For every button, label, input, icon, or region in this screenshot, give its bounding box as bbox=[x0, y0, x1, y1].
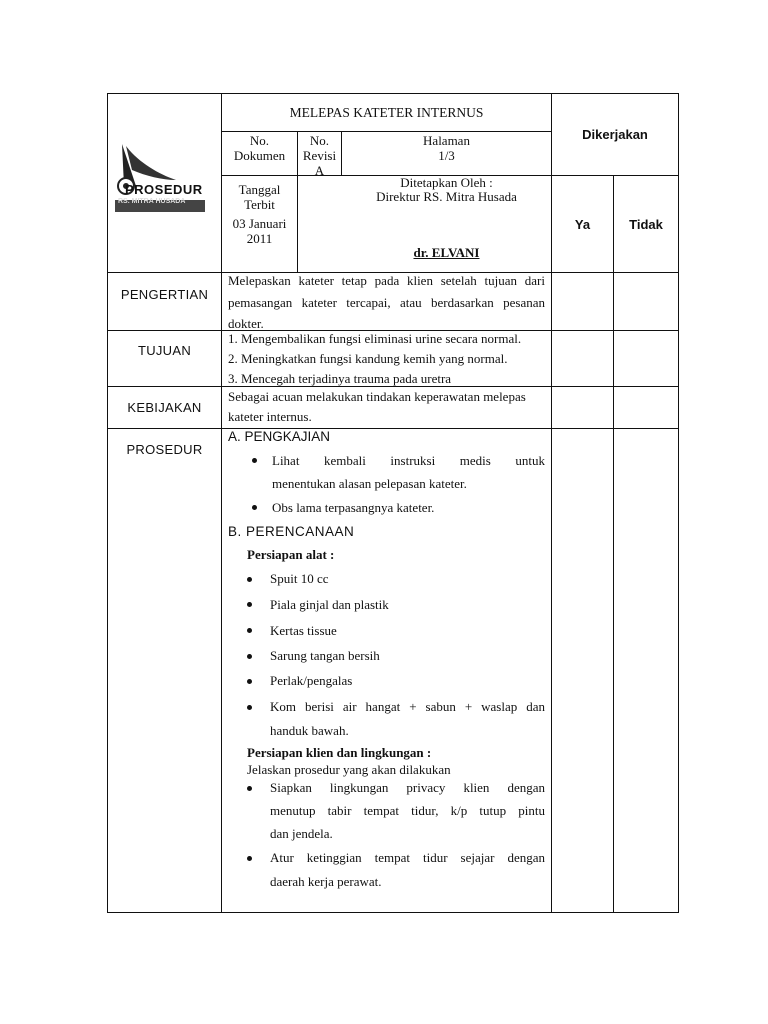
procedure-step-line: Lihat kembali instruksi medis untuk bbox=[272, 453, 545, 468]
bullet-icon bbox=[247, 628, 252, 633]
equipment-item: Kertas tissue bbox=[270, 623, 337, 638]
equipment-item: Spuit 10 cc bbox=[270, 571, 329, 586]
ditetapkan-oleh: Ditetapkan Oleh : bbox=[400, 175, 493, 190]
kebijakan-text-line: kateter internus. bbox=[228, 409, 312, 424]
pengertian-label: PENGERTIAN bbox=[120, 287, 209, 302]
tujuan-label: TUJUAN bbox=[137, 343, 192, 358]
equipment-item: Kom berisi air hangat + sabun + waslap dan bbox=[270, 699, 545, 714]
tujuan-item: 2. Meningkatkan fungsi kandung kemih yang normal. bbox=[228, 351, 508, 366]
direktur-label: Direktur RS. Mitra Husada bbox=[376, 189, 517, 204]
bullet-icon bbox=[252, 458, 257, 463]
no-dokumen-label: No. Dokumen bbox=[233, 133, 286, 163]
tanggal-terbit-value: 03 Januari 2011 bbox=[232, 216, 287, 246]
tanggal-terbit-label: Tanggal Terbit bbox=[238, 182, 281, 212]
prosedur-label: PROSEDUR bbox=[126, 442, 203, 457]
bullet-icon bbox=[247, 705, 252, 710]
table-border-right bbox=[678, 93, 679, 913]
document-title: MELEPAS KATETER INTERNUS bbox=[289, 105, 484, 120]
ya-header: Ya bbox=[574, 217, 591, 232]
equipment-item-line: handuk bawah. bbox=[270, 723, 349, 738]
pengertian-text-line: pemasangan kateter tercapai, atau berdasarkan pesanan bbox=[228, 295, 545, 310]
procedure-step-line: Atur ketinggian tempat tidur sejajar dengan bbox=[270, 850, 545, 865]
no-revisi-label: No. Revisi A bbox=[302, 133, 337, 178]
kebijakan-text-line: Sebagai acuan melakukan tindakan keperawatan melepas bbox=[228, 389, 526, 404]
persiapan-alat-heading: Persiapan alat : bbox=[247, 547, 335, 562]
row-divider-kebijakan bbox=[107, 386, 679, 387]
equipment-item: Piala ginjal dan plastik bbox=[270, 597, 389, 612]
procedure-step-line: menentukan alasan pelepasan kateter. bbox=[272, 476, 467, 491]
section-b-heading: B. PERENCANAAN bbox=[228, 524, 355, 539]
procedure-step-line: Obs lama terpasangnya kateter. bbox=[272, 500, 435, 515]
bullet-icon bbox=[247, 856, 252, 861]
halaman-value: 1/3 bbox=[438, 148, 455, 163]
procedure-step-line: dan jendela. bbox=[270, 826, 333, 841]
column-divider-dikerjakan bbox=[551, 93, 552, 913]
bullet-icon bbox=[247, 654, 252, 659]
column-divider-ya-tidak bbox=[613, 176, 614, 913]
procedure-step-line: daerah kerja perawat. bbox=[270, 874, 382, 889]
tujuan-item: 3. Mencegah terjadinya trauma pada uretra bbox=[228, 371, 452, 386]
prosedur-header-label: PROSEDUR bbox=[125, 182, 203, 197]
pengertian-text-line: dokter. bbox=[228, 316, 264, 331]
table-border-left bbox=[107, 93, 108, 913]
equipment-item: Sarung tangan bersih bbox=[270, 648, 380, 663]
equipment-item: Perlak/pengalas bbox=[270, 673, 353, 688]
title-divider bbox=[221, 131, 552, 132]
bullet-icon bbox=[252, 505, 257, 510]
bullet-icon bbox=[247, 786, 252, 791]
row-divider-prosedur bbox=[107, 428, 679, 429]
kebijakan-label: KEBIJAKAN bbox=[127, 400, 202, 415]
dikerjakan-header: Dikerjakan bbox=[582, 127, 648, 142]
pengertian-text-line: Melepaskan kateter tetap pada klien setelah tujuan dari bbox=[228, 273, 545, 288]
procedure-step-line: menutup tabir tempat tidur, k/p tutup pintu bbox=[270, 803, 545, 818]
table-border-top bbox=[107, 93, 679, 94]
logo-text: RS. MITRA HUSADA bbox=[118, 198, 186, 205]
bullet-icon bbox=[247, 602, 252, 607]
table-border-bottom bbox=[107, 912, 679, 913]
bullet-icon bbox=[247, 577, 252, 582]
procedure-step-line: Siapkan lingkungan privacy klien dengan bbox=[270, 780, 545, 795]
tujuan-item: 1. Mengembalikan fungsi eliminasi urine secara normal. bbox=[228, 331, 522, 346]
klien-intro: Jelaskan prosedur yang akan dilakukan bbox=[247, 762, 451, 777]
persiapan-klien-heading: Persiapan klien dan lingkungan : bbox=[247, 745, 432, 760]
bullet-icon bbox=[247, 679, 252, 684]
section-a-heading: A. PENGKAJIAN bbox=[228, 429, 331, 444]
halaman-label: Halaman bbox=[423, 133, 470, 148]
tidak-header: Tidak bbox=[629, 217, 663, 232]
signatory-name: dr. ELVANI bbox=[413, 245, 480, 260]
